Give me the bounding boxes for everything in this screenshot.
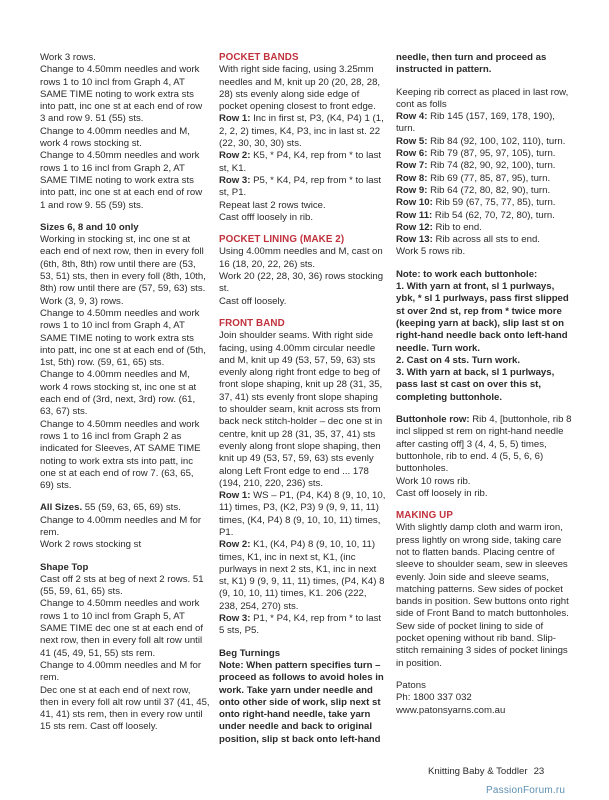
all-sizes-heading: All Sizes. <box>40 502 83 514</box>
beg-turnings-text: Note: When pattern specifies turn – proceed as follows to avoid holes in work. Take yarn under needle and onto other side of work, slip next st onto right-hand needle, take yarn under needle and back to original position, slip st back onto left-hand <box>219 659 384 745</box>
turning-row <box>396 160 572 172</box>
shape-top-text: Cast off 2 sts at beg of next 2 rows. 51 (55, 59, 61, 65) sts. Change to 4.50mm needles and work rows 1 to 10 incl from Graph 5, AT SAME TIME dec one st at each end of next row, then in every foll alt row until 41 (45, 49, 51, 55) sts rem. Change to 4.00mm needles and M for rem. Dec one st at each end of next row, then in every foll alt row until 37 (41, 45, 41, 41) sts rem, then in every row until 15 sts rem. Cast off loosely. <box>40 573 210 733</box>
sizes-6-8-10-heading: Sizes 6, 8 and 10 only <box>40 221 139 233</box>
buttonhole-row-text: Rib 4, [buttonhole, rib 8 incl slipped st rem on right-hand needle after casting off] 3 (4, 4, 5, 5) times, buttonhole, rib to end. 4 (5, 5, 6, 6) buttonholes. Work 10 rows rib. Cast off loosely in rib. <box>396 414 572 499</box>
turn-continuation-text: needle, then turn and proceed as instructed in pattern. <box>396 52 547 76</box>
row-label: Row 6: <box>396 148 428 160</box>
row-label: Row 12: <box>396 221 433 233</box>
row-text: P5, * K4, P4, rep from * to last st, P1. <box>219 174 382 199</box>
front-band-heading: FRONT BAND <box>219 317 285 329</box>
row-label: Row 13: <box>396 234 433 246</box>
pocket-lining-text: Using 4.00mm needles and M, cast on 16 (18, 20, 22, 26) sts. Work 20 (22, 28, 30, 36) rows stocking st. Cast off loosely. <box>219 246 384 307</box>
turning-row <box>396 222 572 234</box>
row-text: Rib 69 (77, 85, 87, 95), turn. <box>427 172 551 184</box>
page-number: 23 <box>533 766 545 777</box>
front-band-row-3 <box>219 613 387 638</box>
row-text: K5, * P4, K4, rep from * to last st, K1. <box>219 150 382 174</box>
making-up-text: With slightly damp cloth and warm iron, press lightly on wrong side, taking care not to flatten bands. Placing centre of sleeve to shoulder seam, sew in sleeves evenly. Join side and sleeve seams, matching patterns. Sew sides of pocket bands in position. Sew buttons onto right side of Front Band to match buttonholes. Sew side of pocket lining to side of pocket opening without rib band. Slip-stitch remaining 3 sides of pocket linings in position. <box>396 522 569 669</box>
pocket-bands-row-1 <box>219 113 387 150</box>
row-text: Rib across all sts to end. <box>432 234 540 246</box>
turning-row <box>396 185 572 197</box>
column-middle <box>219 52 387 746</box>
row-label: Row 5: <box>396 135 428 147</box>
keep-rib-text: Keeping rib correct as placed in last row, cont as folls <box>396 86 569 110</box>
pocket-bands-row-3 <box>219 175 387 200</box>
turning-row <box>396 210 572 222</box>
turning-rows-list <box>396 111 572 246</box>
making-up-heading: MAKING UP <box>396 510 453 522</box>
row-text: Rib to end. <box>432 221 482 233</box>
row-text: Inc in first st, P3, (K4, P4) 1 (1, 2, 2, 2) times, K4, P3, inc in last st. 22 (22, 30, 30, 30) sts. <box>219 113 384 150</box>
shape-top-heading: Shape Top <box>40 561 89 573</box>
row-label: Row 1: <box>219 113 251 125</box>
buttonhole-note: Note: to work each buttonhole: 1. With yarn at front, sl 1 purlways, ybk, * sl 1 purlways, pass first slipped st over 2nd st, rep from * twice more (keeping yarn at back), slip last st on right-hand needle back onto left-hand needle. Turn work. 2. Cast on 4 sts. Turn work. 3. With yarn at back, sl 1 purlways, pass last st cast on over this st, completing buttonhole. <box>396 268 569 403</box>
row-text: Rib 79 (87, 95, 97, 105), turn. <box>427 148 556 160</box>
turning-row <box>396 148 572 160</box>
pocket-bands-heading: POCKET BANDS <box>219 52 299 63</box>
beg-turnings-heading: Beg Turnings <box>219 647 281 659</box>
all-sizes-paragraph <box>40 502 210 551</box>
row-text: P1, * P4, K4, rep from * to last 5 sts, P5. <box>219 613 382 637</box>
row-label: Row 9: <box>396 184 428 196</box>
row-label: Row 10: <box>396 197 433 209</box>
row-label: Row 1: <box>219 490 251 502</box>
row-text: Rib 64 (72, 80, 82, 90), turn. <box>427 184 551 196</box>
work-rib-text: Work 5 rows rib. <box>396 246 466 258</box>
column-left <box>40 52 210 734</box>
turning-row <box>396 173 572 185</box>
page-footer <box>428 766 544 777</box>
turning-row <box>396 197 572 209</box>
row-label: Row 2: <box>219 539 251 551</box>
row-text: Rib 74 (82, 90, 92, 100), turn. <box>427 160 556 172</box>
row-label: Row 11: <box>396 209 433 221</box>
front-band-row-2 <box>219 539 387 613</box>
publication-title: Knitting Baby & Toddler <box>428 766 528 777</box>
row-text: Rib 145 (157, 169, 178, 190), turn. <box>396 111 555 135</box>
row-label: Row 3: <box>219 174 251 186</box>
row-text: Rib 59 (67, 75, 77, 85), turn. <box>432 197 556 209</box>
turning-row <box>396 234 572 246</box>
turning-row <box>396 111 572 136</box>
patons-contact: Patons Ph: 1800 337 032 www.patonsyarns.com.au <box>396 679 506 716</box>
pocket-bands-row-2 <box>219 150 387 175</box>
row-label: Row 2: <box>219 150 251 162</box>
row-text: WS – P1, (P4, K4) 8 (9, 10, 10, 11) times, P3, (K2, P3) 9 (9, 9, 11, 11) times, (K4, P4) 8 (9, 10, 10, 11) times, P1. <box>219 490 386 538</box>
sizes-6-8-10-text: Working in stocking st, inc one st at each end of next row, then in every foll (6th, 8th, 8th) row until there are (53, 53, 51) sts, then in every foll (8th, 10th, 8th) row until there are (57, 59, 63) sts. Work (3, 9, 3) rows. Change to 4.50mm needles and work rows 1 to 10 incl from Graph 4, AT SAME TIME noting to work extra sts into patt, inc one st at each end of (5th, 1st, 5th) row. (59, 61, 65) sts. Change to 4.00mm needles and M, work 4 rows stocking st, inc one st at each end of (3rd, next, 3rd) row. (61, 63, 67) sts. Change to 4.50mm needles and work rows 1 to 16 incl from Graph 2 as indicated for Sleeves, AT SAME TIME noting to work extra sts into patt, inc one st at each end of row 7. (63, 65, 69) sts. <box>40 234 206 492</box>
all-sizes-text: 55 (59, 63, 65, 69) sts. Change to 4.00mm needles and M for rem. Work 2 rows stocking st <box>40 502 202 551</box>
buttonhole-row-label: Buttonhole row: <box>396 414 470 426</box>
watermark: PassionForum.ru <box>486 785 566 796</box>
row-text: K1, (K4, P4) 8 (9, 10, 10, 11) times, K1, inc in next st, K1, (inc purlways in next 2 sts, K1, inc in next st, K1) 9 (9, 9, 11, 11) times, (P4, K4) 8 (9, 10, 10, 11) times, K1. 206 (222, 238, 254, 270) sts. <box>219 539 385 612</box>
column-right <box>396 52 572 717</box>
row-label: Row 8: <box>396 172 428 184</box>
row-label: Row 3: <box>219 613 251 625</box>
pocket-bands-end: Repeat last 2 rows twice. Cast offf loosely in rib. <box>219 199 326 223</box>
row-label: Row 7: <box>396 160 428 172</box>
row-label: Row 4: <box>396 111 428 123</box>
turning-row <box>396 136 572 148</box>
buttonhole-row <box>396 414 572 500</box>
front-band-row-1 <box>219 490 387 539</box>
pocket-lining-heading: POCKET LINING (MAKE 2) <box>219 234 345 246</box>
row-text: Rib 54 (62, 70, 72, 80), turn. <box>432 209 555 221</box>
front-band-text: Join shoulder seams. With right side facing, using 4.00mm circular needle and M, knit up 49 (53, 57, 59, 63) sts evenly along right front edge to beg of front slope shaping, knit up 28 (31, 35, 37, 41) sts evenly front slope shaping to shoulder seam, knit across sts from back neck stitch-holder – dec one st in centre, knit up 28 (31, 35, 37, 41) sts evenly along front slope shaping, then knit up 49 (53, 57, 59, 63) sts evenly along Left Front edge to end ... 178 (194, 210, 220, 236) sts. <box>219 330 383 489</box>
sleeve-intro-text: Work 3 rows. Change to 4.50mm needles and work rows 1 to 10 incl from Graph 4, AT SAME TIME noting to work extra sts into patt, inc one st at each end of row 3 and row 9. 51 (55) sts. Change to 4.00mm needles and M, work 4 rows stocking st. Change to 4.50mm needles and work rows 1 to 16 incl from Graph 2, AT SAME TIME noting to work extra sts into patt, inc one st at each end of row 1 and row 9. 55 (59) sts. <box>40 52 203 211</box>
pocket-bands-intro: With right side facing, using 3.25mm needles and M, knit up 20 (20, 28, 28, 28) sts evenly along side edge of pocket opening closest to front edge. <box>219 64 381 113</box>
row-text: Rib 84 (92, 100, 102, 110), turn. <box>427 135 566 147</box>
